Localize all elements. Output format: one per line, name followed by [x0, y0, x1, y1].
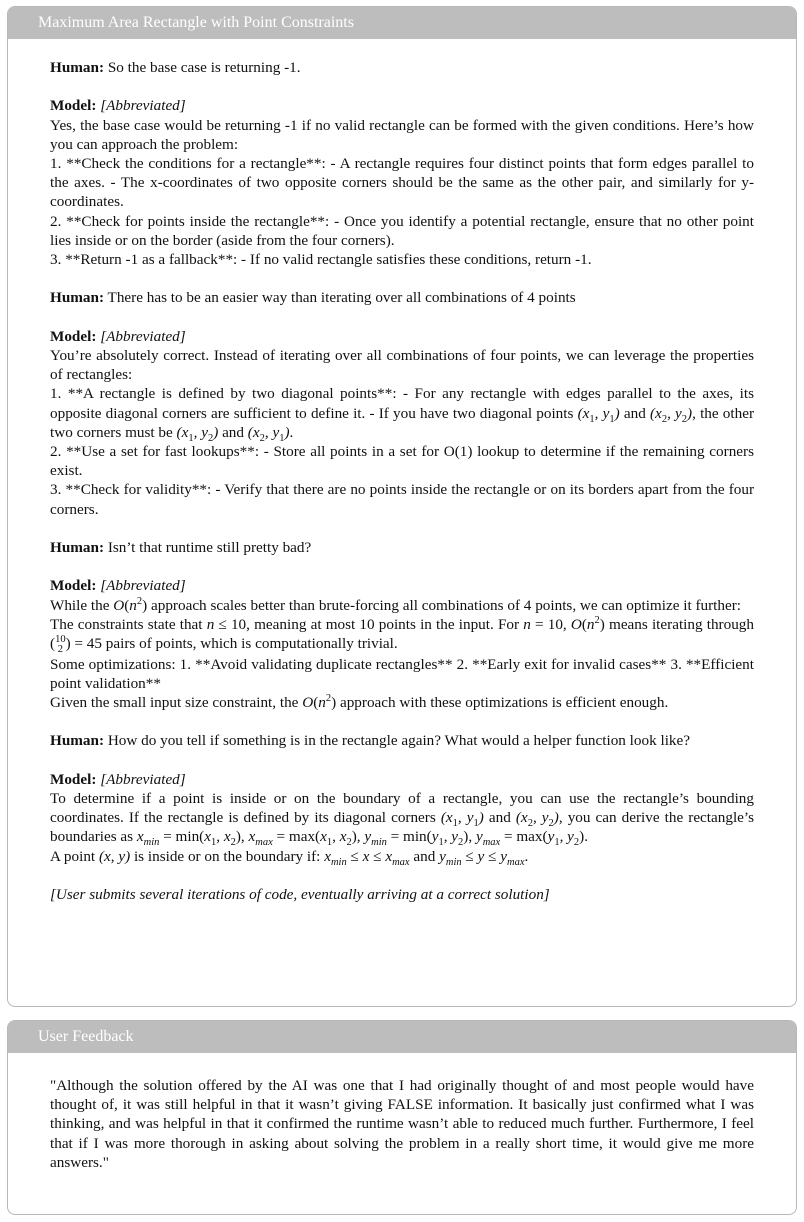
human-turn-3	[50, 538, 754, 557]
model-line: Yes, the base case would be returning -1 if no valid rectangle can be formed with the given conditions. Here’s how you can approach the problem:	[50, 116, 754, 153]
speaker-label: Model:	[50, 327, 97, 345]
human-turn-1	[50, 58, 754, 77]
human-turn-4	[50, 731, 754, 750]
abbreviated-tag: [Abbreviated]	[100, 327, 186, 345]
feedback-text: "Although the solution offered by the AI was one that I had originally thought of and most people would have thought of, it was still helpful in that it wasn’t giving FALSE information. It basically just confirmed what I was thinking, and was helpful in that it confirmed the runtime wasn’t able to reduced much further. Furthermore, I feel that if I was more thorough in asking about solving the problem in a really short time, it would give me more answers."	[50, 1077, 754, 1171]
model-line: To determine if a point is inside or on the boundary of a rectangle, you can use the rectangle’s bounding coordinates. If the rectangle is defined by its diagonal corners ($x_1$, $y_1$) and ($x_2$, $y_2$), you can derive the rectangle’s boundaries as $x_{min} = \min(x_1$, $x_2$), $x_{max} = \max(x_1$, $x_2$), $y_{min} = \min(y_1$, $y_2$), $y_{max} = \max(y_1$, $y_2$).	[50, 789, 755, 849]
speaker-label: Human:	[50, 732, 105, 750]
model-turn-3	[50, 576, 754, 712]
speaker-label: Human:	[50, 539, 105, 557]
turn-text: There has to be an easier way than iterating over all combinations of 4 points	[107, 289, 576, 307]
model-line: A point (x, y) is inside or on the boundary if: $x_{min} \le x \le x_{max}$ and $y_{min} \le y \le y_{max}$.	[50, 847, 529, 868]
feedback-panel	[7, 1020, 797, 1215]
turn-text: How do you tell if something is in the rectangle again? What would a helper function look like?	[107, 732, 690, 750]
model-line: You’re absolutely correct. Instead of iterating over all combinations of four points, we can leverage the properties of rectangles:	[50, 347, 754, 384]
conversation-body	[8, 39, 796, 904]
model-item: 1. **Check the conditions for a rectangle**: - A rectangle requires four distinct points that form edges parallel to the axes. - The x-coordinates of two opposite corners should be the same as the other pair, and similarly for y-coordinates.	[50, 155, 754, 211]
panel-title: User Feedback	[8, 1021, 796, 1053]
panel-title: Maximum Area Rectangle with Point Constraints	[8, 7, 796, 39]
turn-text: Isn’t that runtime still pretty bad?	[107, 539, 312, 557]
speaker-label: Human:	[50, 59, 105, 76]
model-turn-1	[50, 96, 754, 269]
abbreviated-tag: [Abbreviated]	[100, 97, 186, 115]
speaker-label: Human:	[50, 289, 105, 307]
model-item: 1. **A rectangle is defined by two diagonal points**: - For any rectangle with edges parallel to the axes, its opposite diagonal corners are sufficient to define it. - If you have two diagonal points ($x_1$, $y_1$) and ($x_2$, $y_2$), the other two corners must be ($x_1$, $y_2$) and ($x_2$, $y_1$).	[50, 385, 755, 444]
closing-note: [User submits several iterations of code, eventually arriving at a correct solution]	[50, 885, 550, 903]
abbreviated-tag: [Abbreviated]	[100, 770, 186, 788]
model-line: While the $O(n^2)$ approach scales better than brute-forcing all combinations of 4 points, we can optimize it further:	[50, 595, 742, 614]
model-item: 2. **Use a set for fast lookups**: - Store all points in a set for O(1) lookup to determine if the remaining corners exist.	[50, 443, 754, 480]
model-item: 2. **Check for points inside the rectangle**: - Once you identify a potential rectangle, ensure that no other point lies inside or on the border (aside from the four corners).	[50, 212, 754, 249]
human-turn-2	[50, 288, 754, 307]
model-item: 3. **Return -1 as a fallback**: - If no valid rectangle satisfies these conditions, return -1.	[50, 251, 592, 269]
speaker-label: Model:	[50, 770, 97, 788]
model-line: Given the small input size constraint, the $O(n^2)$ approach with these optimizations is efficient enough.	[50, 692, 669, 711]
speaker-label: Model:	[50, 97, 97, 115]
model-item: 3. **Check for validity**: - Verify that there are no points inside the rectangle or on its borders apart from the four corners.	[50, 481, 754, 518]
model-turn-2	[50, 327, 754, 519]
model-turn-4	[50, 770, 754, 866]
model-line: Some optimizations: 1. **Avoid validating duplicate rectangles** 2. **Early exit for invalid cases** 3. **Efficient point validation**	[50, 655, 754, 692]
speaker-label: Model:	[50, 577, 97, 595]
conversation-panel	[7, 6, 797, 1007]
abbreviated-tag: [Abbreviated]	[100, 577, 186, 595]
turn-text: So the base case is returning -1.	[107, 59, 301, 76]
model-line: The constraints state that n ≤ 10, meaning at most 10 points in the input. For n = 10, $O(n^2)$ means iterating through (10 2 ) = 45 pairs of points, which is computationally trivial.	[50, 614, 754, 655]
